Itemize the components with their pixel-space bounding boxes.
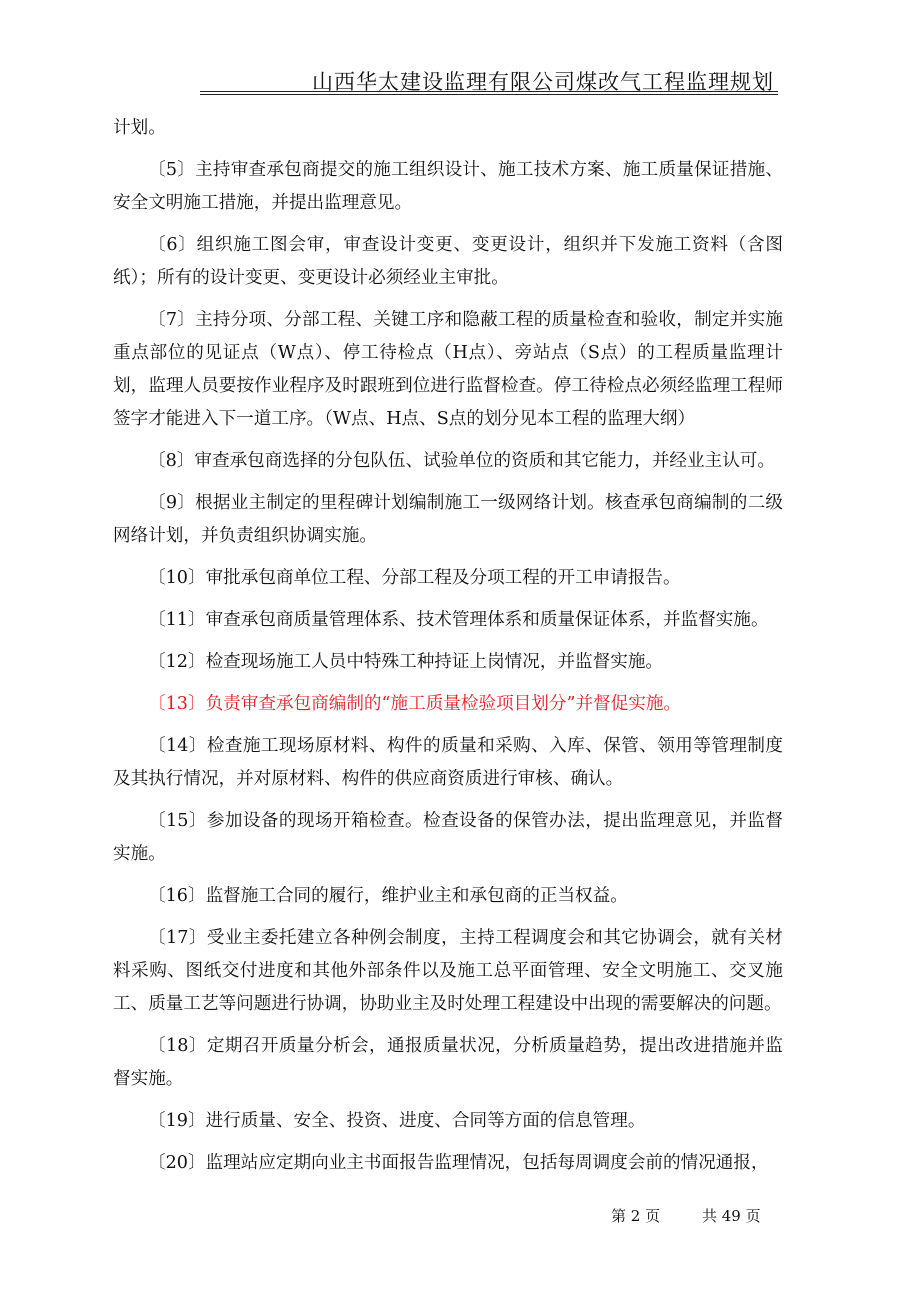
paragraph-11: 〔11〕审查承包商质量管理体系、技术管理体系和质量保证体系，并监督实施。	[148, 610, 769, 630]
document-body	[113, 112, 783, 1189]
paragraph-16: 〔16〕监督施工合同的履行，维护业主和承包商的正当权益。	[148, 886, 628, 906]
header-rule-top	[200, 91, 778, 92]
paragraph-13-highlighted: 〔13〕负责审查承包商编制的“施工质量检验项目划分”并督促实施。	[148, 694, 682, 714]
paragraph-19: 〔19〕进行质量、安全、投资、进度、合同等方面的信息管理。	[148, 1111, 646, 1131]
paragraph-7: 〔7〕主持分项、分部工程、关键工序和隐蔽工程的质量检查和验收，制定并实施重点部位的见证点（W点）、停工待检点（H点）、旁站点（S点）的工程质量监理计划，监理人员要按作业程序及时跟班到位进行监督检查。停工待检点必须经监理工程师签字才能进入下一道工序。（W点、H点、S点的划分见本工程的监理大纲）	[113, 310, 783, 429]
paragraph-12: 〔12〕检查现场施工人员中特殊工种持证上岗情况，并监督实施。	[148, 652, 664, 672]
paragraph-6: 〔6〕组织施工图会审，审查设计变更、变更设计，组织并下发施工资料（含图纸）；所有的设计变更、变更设计必须经业主审批。	[113, 235, 783, 288]
paragraph-8: 〔8〕审查承包商选择的分包队伍、试验单位的资质和其它能力，并经业主认可。	[148, 451, 775, 471]
paragraph-10: 〔10〕审批承包商单位工程、分部工程及分项工程的开工申请报告。	[148, 568, 681, 588]
paragraph-9: 〔9〕根据业主制定的里程碑计划编制施工一级网络计划。核查承包商编制的二级网络计划，并负责组织协调实施。	[113, 493, 783, 546]
paragraph-5: 〔5〕主持审查承包商提交的施工组织设计、施工技术方案、施工质量保证措施、安全文明施工措施，并提出监理意见。	[113, 160, 783, 213]
paragraph-20: 〔20〕监理站应定期向业主书面报告监理情况，包括每周调度会前的情况通报，	[148, 1153, 769, 1173]
paragraph-0: 计划。	[113, 118, 166, 138]
footer-total-pages: 共 49 页	[702, 1207, 761, 1225]
paragraph-15: 〔15〕参加设备的现场开箱检查。检查设备的保管办法，提出监理意见，并监督实施。	[113, 811, 783, 864]
footer-page-number: 第 2 页	[611, 1207, 661, 1225]
paragraph-18: 〔18〕定期召开质量分析会，通报质量状况，分析质量趋势，提出改进措施并监督实施。	[113, 1036, 783, 1089]
header-rule-bottom	[200, 94, 778, 95]
page-header	[200, 66, 778, 96]
header-title: 山西华太建设监理有限公司煤改气工程监理规划	[312, 70, 774, 94]
paragraph-17: 〔17〕受业主委托建立各种例会制度，主持工程调度会和其它协调会，就有关材料采购、图纸交付进度和其他外部条件以及施工总平面管理、安全文明施工、交叉施工、质量工艺等问题进行协调，协助业主及时处理工程建设中出现的需要解决的问题。	[113, 928, 783, 1014]
paragraph-14: 〔14〕检查施工现场原材料、构件的质量和采购、入库、保管、领用等管理制度及其执行情况，并对原材料、构件的供应商资质进行审核、确认。	[113, 736, 783, 789]
